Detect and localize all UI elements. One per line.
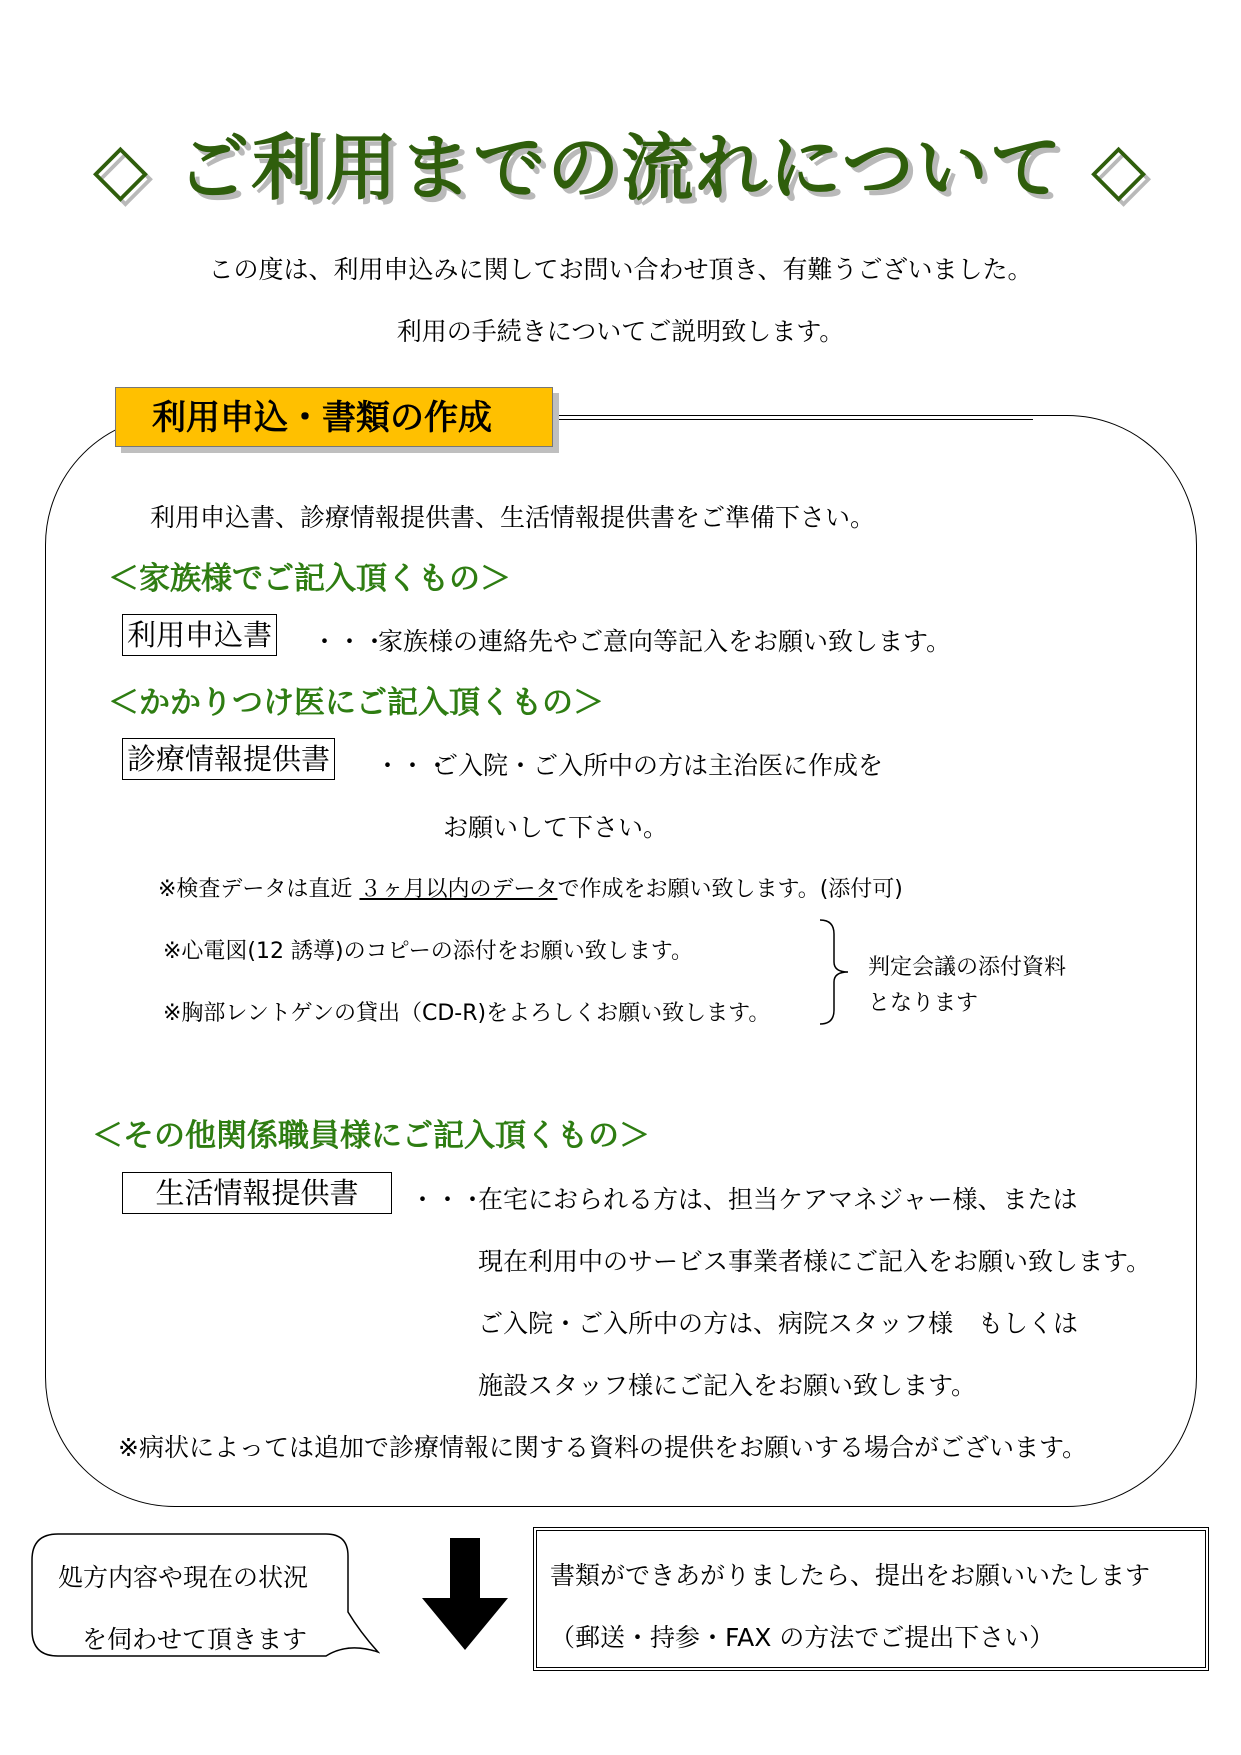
section-top-line: [553, 419, 1033, 420]
staff-heading: ＜その他関係職員様にご記入頂くもの＞: [92, 1118, 650, 1154]
doctor-heading: ＜かかりつけ医にご記入頂くもの＞: [108, 685, 604, 721]
doc-application-form: 利用申込書: [122, 614, 277, 656]
brace-text-1: 判定会議の添付資料: [868, 955, 1067, 980]
section-lead: 利用申込書、診療情報提供書、生活情報提供書をご準備下さい。: [150, 503, 876, 532]
family-dots: ・・・: [312, 627, 388, 656]
staff-dots: ・・・: [410, 1185, 486, 1214]
intro-line-1: この度は、利用申込みに関してお問い合わせ頂き、有難うございました。: [208, 255, 1033, 284]
down-arrow-icon: [420, 1538, 510, 1650]
staff-desc-2: 現在利用中のサービス事業者様にご記入をお願い致します。: [478, 1247, 1152, 1276]
doctor-dots: ・・・: [375, 751, 451, 780]
curly-brace-icon: [818, 918, 852, 1026]
brace-text-2: となります: [868, 991, 979, 1016]
doctor-desc-2: お願いして下さい。: [443, 813, 669, 842]
callout-line-1: 処方内容や現在の状況: [58, 1563, 309, 1592]
page-title: ◇ ご利用までの流れについて ◇: [92, 126, 1149, 210]
note1-post: で作成をお願い致します。(添付可): [557, 877, 903, 902]
staff-desc-1: 在宅におられる方は、担当ケアマネジャー様、または: [478, 1185, 1078, 1214]
family-heading: ＜家族様でご記入頂くもの＞: [108, 561, 511, 597]
doctor-desc-1: ご入院・ご入所中の方は主治医に作成を: [433, 751, 884, 780]
staff-desc-3: ご入院・ご入所中の方は、病院スタッフ様 もしくは: [478, 1309, 1079, 1338]
family-desc: 家族様の連絡先やご意向等記入をお願い致します。: [378, 627, 952, 656]
note1-pre: ※検査データは直近: [158, 877, 353, 902]
note1-underlined: ３ヶ月以内のデータ: [359, 877, 558, 902]
doctor-note-2: ※心電図(12 誘導)のコピーの添付をお願い致します。: [163, 939, 693, 964]
doctor-note-3: ※胸部レントゲンの貸出（CD-R)をよろしくお願い致します。: [163, 1001, 771, 1026]
submit-line-2: （郵送・持参・FAX の方法でご提出下さい）: [550, 1623, 1055, 1652]
intro-line-2: 利用の手続きについてご説明致します。: [396, 317, 845, 346]
submit-line-1: 書類ができあがりましたら、提出をお願いいたします: [550, 1561, 1151, 1590]
section-tab: 利用申込・書類の作成: [115, 387, 553, 447]
callout-line-2: を伺わせて頂きます: [82, 1625, 308, 1654]
section-footnote: ※病状によっては追加で診療情報に関する資料の提供をお願いする場合がございます。: [118, 1433, 1087, 1462]
doc-life-info: 生活情報提供書: [122, 1172, 392, 1214]
doc-medical-info: 診療情報提供書: [122, 738, 335, 780]
doctor-note-1: [158, 872, 903, 903]
staff-desc-4: 施設スタッフ様にご記入をお願い致します。: [478, 1371, 977, 1400]
